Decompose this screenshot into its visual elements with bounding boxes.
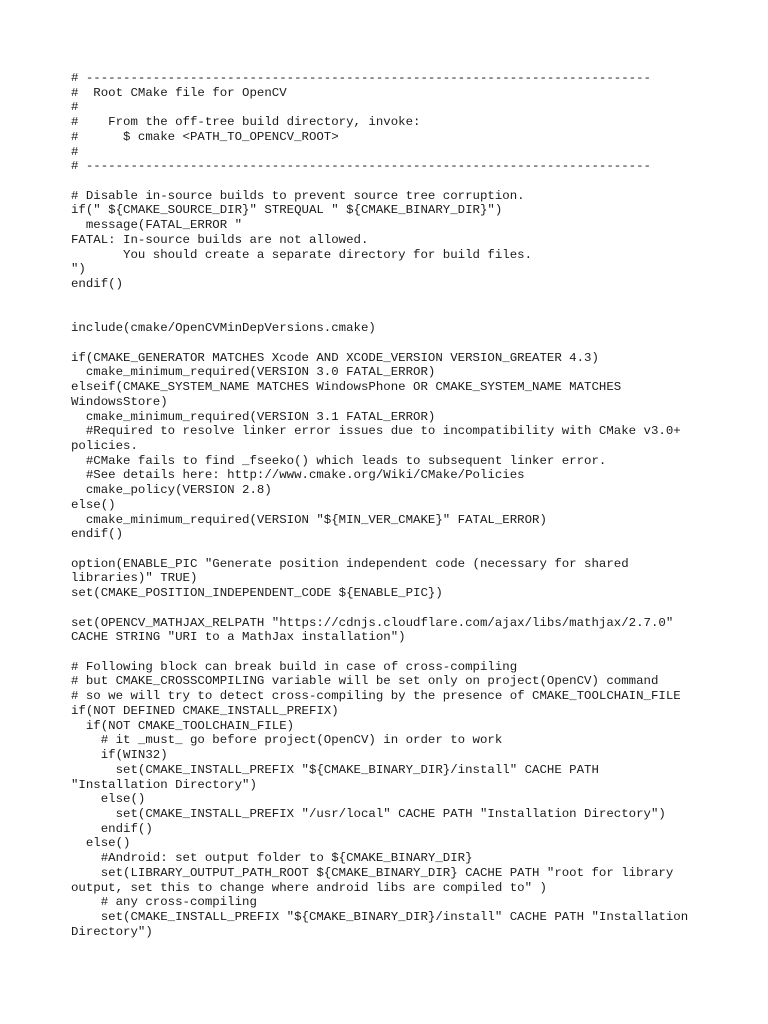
code-line: if(CMAKE_GENERATOR MATCHES Xcode AND XCODE_VERSION VERSION_GREATER 4.3)	[71, 350, 599, 365]
code-line: # ----------------------------------------------------------------------------	[71, 159, 651, 174]
code-line	[71, 292, 711, 307]
code-line: if(WIN32)	[71, 748, 168, 763]
code-line: Directory")	[71, 924, 153, 939]
code-line: #	[71, 100, 79, 115]
code-line: CACHE STRING "URI to a MathJax installation")	[71, 630, 406, 645]
code-line: option(ENABLE_PIC "Generate position independent code (necessary for shared	[71, 556, 629, 571]
code-line: WindowsStore)	[71, 394, 168, 409]
code-line: #Required to resolve linker error issues due to incompatibility with CMake v3.0+	[71, 424, 681, 439]
code-line: endif()	[71, 821, 153, 836]
code-line: else()	[71, 792, 146, 807]
code-line: include(cmake/OpenCVMinDepVersions.cmake)	[71, 321, 376, 336]
code-line: endif()	[71, 527, 124, 542]
code-line: if(" ${CMAKE_SOURCE_DIR}" STREQUAL " ${CMAKE_BINARY_DIR}")	[71, 203, 503, 218]
code-line: set(CMAKE_INSTALL_PREFIX "/usr/local" CACHE PATH "Installation Directory")	[71, 806, 666, 821]
code-line: #See details here: http://www.cmake.org/Wiki/CMake/Policies	[71, 468, 525, 483]
code-line: endif()	[71, 277, 124, 292]
code-line: set(OPENCV_MATHJAX_RELPATH "https://cdnjs.cloudflare.com/ajax/libs/mathjax/2.7.0"	[71, 615, 674, 630]
code-line: cmake_minimum_required(VERSION 3.1 FATAL_ERROR)	[71, 409, 436, 424]
code-line: #	[71, 144, 79, 159]
code-line: #CMake fails to find _fseeko() which leads to subsequent linker error.	[71, 453, 607, 468]
code-line: # any cross-compiling	[71, 895, 257, 910]
code-line: elseif(CMAKE_SYSTEM_NAME MATCHES WindowsPhone OR CMAKE_SYSTEM_NAME MATCHES	[71, 380, 622, 395]
code-line: set(LIBRARY_OUTPUT_PATH_ROOT ${CMAKE_BINARY_DIR} CACHE PATH "root for library	[71, 865, 674, 880]
code-line	[71, 307, 711, 322]
code-line: cmake_minimum_required(VERSION 3.0 FATAL_ERROR)	[71, 365, 436, 380]
code-line: set(CMAKE_POSITION_INDEPENDENT_CODE ${ENABLE_PIC})	[71, 586, 443, 601]
code-line: set(CMAKE_INSTALL_PREFIX "${CMAKE_BINARY_DIR}/install" CACHE PATH	[71, 762, 599, 777]
code-line: # Following block can break build in case of cross-compiling	[71, 659, 518, 674]
code-line: message(FATAL_ERROR "	[71, 218, 243, 233]
code-line: policies.	[71, 438, 138, 453]
code-line: # $ cmake <PATH_TO_OPENCV_ROOT>	[71, 129, 339, 144]
code-line: if(NOT CMAKE_TOOLCHAIN_FILE)	[71, 718, 295, 733]
code-line: FATAL: In-source builds are not allowed.	[71, 232, 369, 247]
code-line: You should create a separate directory for build files.	[71, 247, 533, 262]
code-line: libraries)" TRUE)	[71, 571, 198, 586]
code-line: # Root CMake file for OpenCV	[71, 85, 287, 100]
code-line	[71, 601, 711, 616]
code-line: # ----------------------------------------------------------------------------	[71, 71, 651, 85]
code-line: "Installation Directory")	[71, 777, 257, 792]
code-line	[71, 542, 711, 557]
code-line: output, set this to change where android libs are compiled to" )	[71, 880, 547, 895]
code-line	[71, 174, 711, 189]
code-listing	[71, 71, 711, 939]
document-page	[71, 71, 711, 939]
code-line: # so we will try to detect cross-compiling by the presence of CMAKE_TOOLCHAIN_FILE	[71, 689, 681, 704]
code-line: ")	[71, 262, 86, 277]
code-line: cmake_minimum_required(VERSION "${MIN_VER_CMAKE}" FATAL_ERROR)	[71, 512, 547, 527]
code-line	[71, 336, 711, 351]
code-line: #Android: set output folder to ${CMAKE_BINARY_DIR}	[71, 851, 473, 866]
code-line: # it _must_ go before project(OpenCV) in order to work	[71, 733, 503, 748]
code-line: # Disable in-source builds to prevent source tree corruption.	[71, 188, 525, 203]
code-line: if(NOT DEFINED CMAKE_INSTALL_PREFIX)	[71, 703, 339, 718]
code-line: cmake_policy(VERSION 2.8)	[71, 483, 272, 498]
code-line: else()	[71, 497, 116, 512]
code-line	[71, 645, 711, 660]
code-line: else()	[71, 836, 131, 851]
code-line: # but CMAKE_CROSSCOMPILING variable will be set only on project(OpenCV) command	[71, 674, 659, 689]
code-line: # From the off-tree build directory, invoke:	[71, 115, 421, 130]
code-line: set(CMAKE_INSTALL_PREFIX "${CMAKE_BINARY_DIR}/install" CACHE PATH "Installation	[71, 909, 689, 924]
